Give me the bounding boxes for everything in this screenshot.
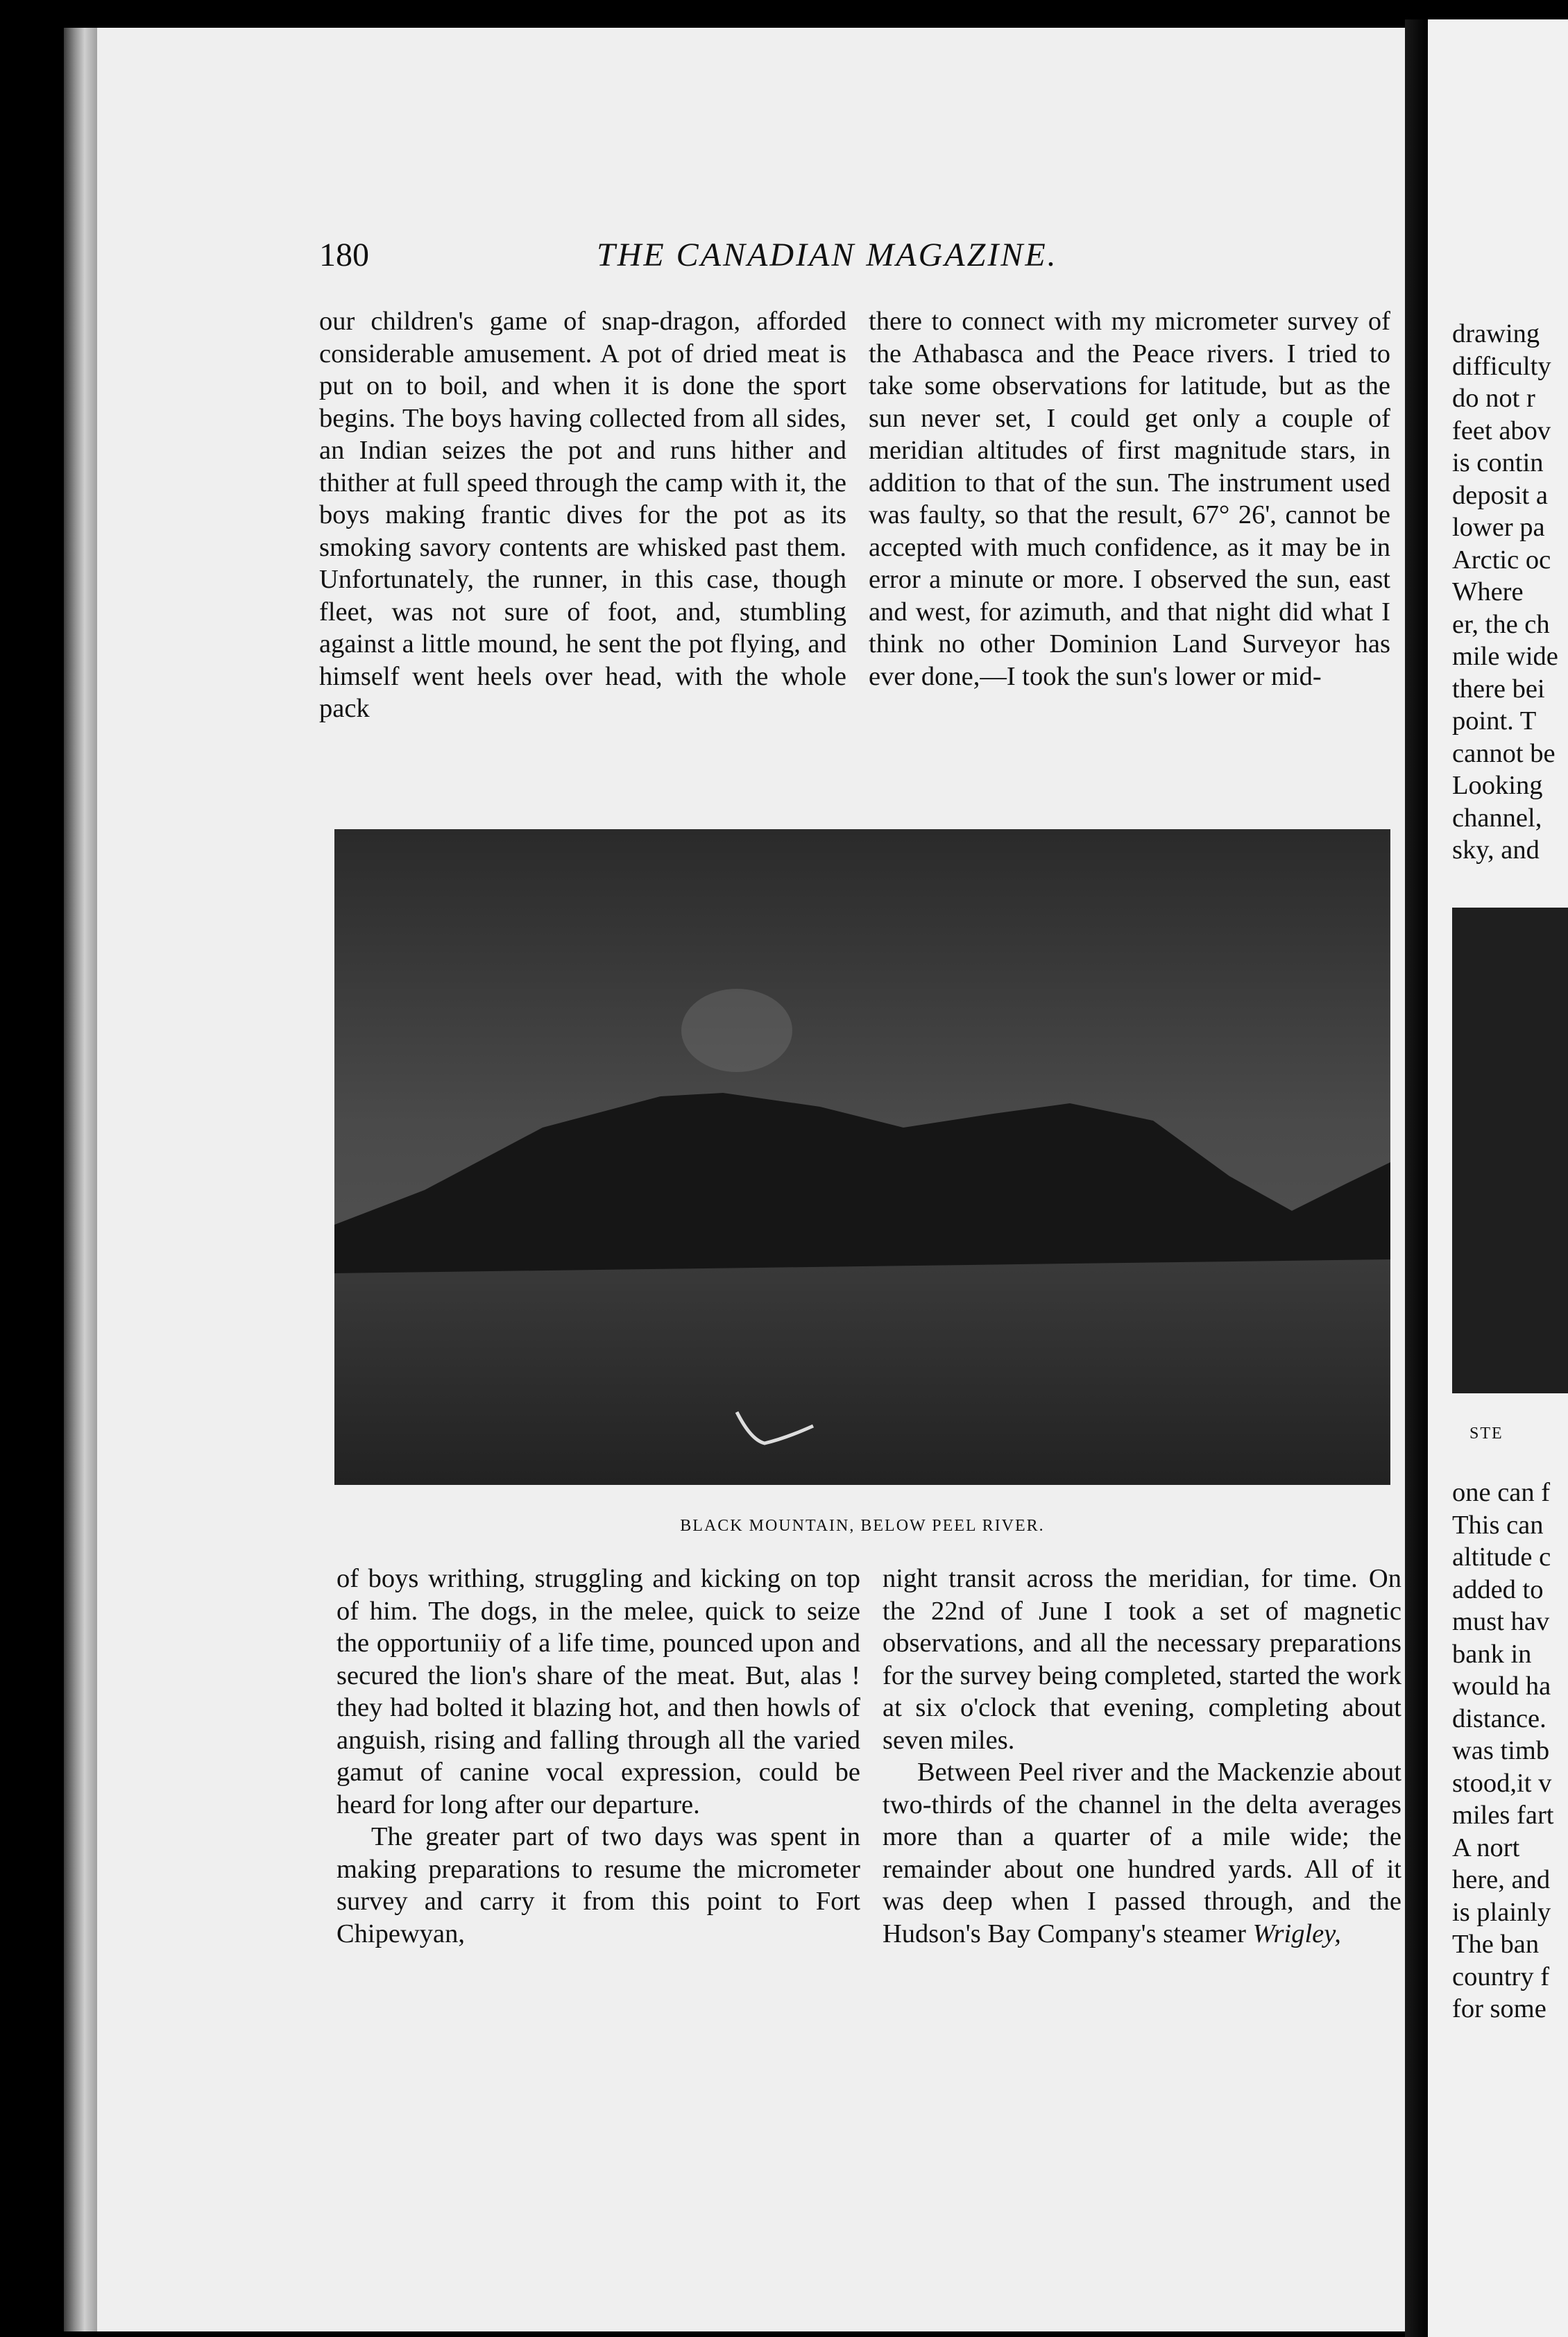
page-header — [319, 236, 1388, 291]
text-line: deposit a — [1452, 480, 1548, 510]
page-number: 180 — [319, 237, 369, 273]
text-line: distance. — [1452, 1703, 1546, 1733]
page-edge — [64, 28, 99, 2331]
next-page-text-bottom — [1452, 1477, 1568, 2025]
text-line: added to — [1452, 1574, 1544, 1604]
text-line: This can — [1452, 1510, 1544, 1540]
paragraph: night transit across the meridian, for time. On the 22nd of June I took a set of magnetic observations, and all the necessary preparations for the survey being completed, started the work at six o'clock that evening, completing about seven miles. — [883, 1564, 1401, 1755]
text-line: stood,it v — [1452, 1768, 1552, 1798]
running-title: THE CANADIAN MAGAZINE. — [597, 237, 1058, 273]
landscape-illustration — [334, 829, 1390, 1485]
text-column-lower-right — [883, 1563, 1401, 2090]
text-column-lower-left — [336, 1563, 860, 2090]
text-line: lower pa — [1452, 513, 1545, 542]
text-line: drawing — [1452, 319, 1540, 348]
gutter — [1405, 19, 1428, 2337]
photo-caption: BLACK MOUNTAIN, BELOW PEEL RIVER. — [680, 1517, 1045, 1535]
paragraph: The greater part of two days was spent in making preparations to resume the micrometer survey and carry it from this point to Fort Chipewyan, — [336, 1822, 860, 1948]
text-line: The ban — [1452, 1930, 1540, 1959]
text-line: Where — [1452, 577, 1524, 606]
paragraph: there to connect with my micrometer survey of the Athabasca and the Peace rivers. I tried to take some observations for latitude, but as the sun never set, I could get only a couple of meridian altitudes of first magnitude stars, in addition to that of the sun. The instrument used was faulty, so that the result, 67° 26', cannot be accepted with much confidence, as it may be in error a minute or more. I observed the sun, east and west, for azimuth, and that night did what I think no other Dominion Land Surveyor has ever done,—I took the sun's lower or mid- — [869, 307, 1390, 691]
paragraph — [883, 1756, 1401, 1950]
text-line: difficulty — [1452, 351, 1551, 381]
text-line: Looking — [1452, 771, 1543, 800]
text-line: sky, and — [1452, 835, 1540, 865]
text-line: do not r — [1452, 384, 1535, 413]
paragraph-text: Between Peel river and the Mackenzie about two-thirds of the channel in the delta averages more than a quarter of a mile wide; the remainder about one hundred yards. All of it was deep when I passed through, and the Hudson's Bay Company's steamer — [883, 1758, 1401, 1948]
text-line: feet abov — [1452, 416, 1551, 445]
next-page-photo — [1452, 908, 1568, 1393]
text-line: Arctic oc — [1452, 545, 1551, 575]
black-mountain-photo — [334, 829, 1390, 1485]
text-line: here, and — [1452, 1865, 1551, 1894]
text-line: would ha — [1452, 1672, 1551, 1701]
text-column-upper-right — [869, 305, 1390, 805]
text-line: is plainly — [1452, 1897, 1551, 1927]
text-line: altitude c — [1452, 1543, 1551, 1572]
steamer-name: Wrigley, — [1252, 1919, 1341, 1948]
text-line: A nort — [1452, 1833, 1520, 1862]
text-line: mile wide — [1452, 642, 1558, 671]
text-line: for some — [1452, 1994, 1546, 2023]
paragraph: our children's game of snap-dragon, afforded considerable amusement. A pot of dried meat is put on to boil, and when it is done the sport begins. The boys having collected from all sides, an Indian seizes the pot and runs hither and thither at full speed through the camp with it, the boys making frantic dives for the pot as its smoking savory contents are whisked past them. Unfortunately, the runner, in this case, though fleet, was not sure of foot, and, stumbling against a little mound, he sent the pot flying, and himself went heels over head, with the whole pack — [319, 307, 846, 723]
text-line: must hav — [1452, 1607, 1550, 1636]
text-line: is contin — [1452, 448, 1544, 477]
paragraph: of boys writhing, struggling and kicking on top of him. The dogs, in the melee, quick to seize the opportuniiy of a life time, pounced upon and secured the lion's share of the meat. But, alas ! they had bolted it blazing hot, and then howls of anguish, rising and falling through all the varied gamut of canine vocal expression, could be heard for long after our departure. — [336, 1564, 860, 1819]
text-line: was timb — [1452, 1736, 1550, 1765]
text-line: miles fart — [1452, 1801, 1554, 1830]
text-line: er, the ch — [1452, 609, 1550, 639]
text-line: channel, — [1452, 803, 1542, 833]
next-page-edge — [1428, 19, 1568, 2337]
text-column-upper-left — [319, 305, 846, 805]
text-line: bank in — [1452, 1639, 1532, 1669]
foreground-gravel — [334, 1259, 1390, 1485]
text-line: one can f — [1452, 1478, 1551, 1507]
cloud — [681, 989, 792, 1072]
text-line: point. T — [1452, 706, 1537, 736]
text-line: cannot be — [1452, 738, 1556, 768]
text-line: there bei — [1452, 674, 1545, 704]
next-page-text-top — [1452, 318, 1568, 867]
text-line: country f — [1452, 1962, 1550, 1991]
next-page-caption: STE — [1469, 1425, 1503, 1443]
